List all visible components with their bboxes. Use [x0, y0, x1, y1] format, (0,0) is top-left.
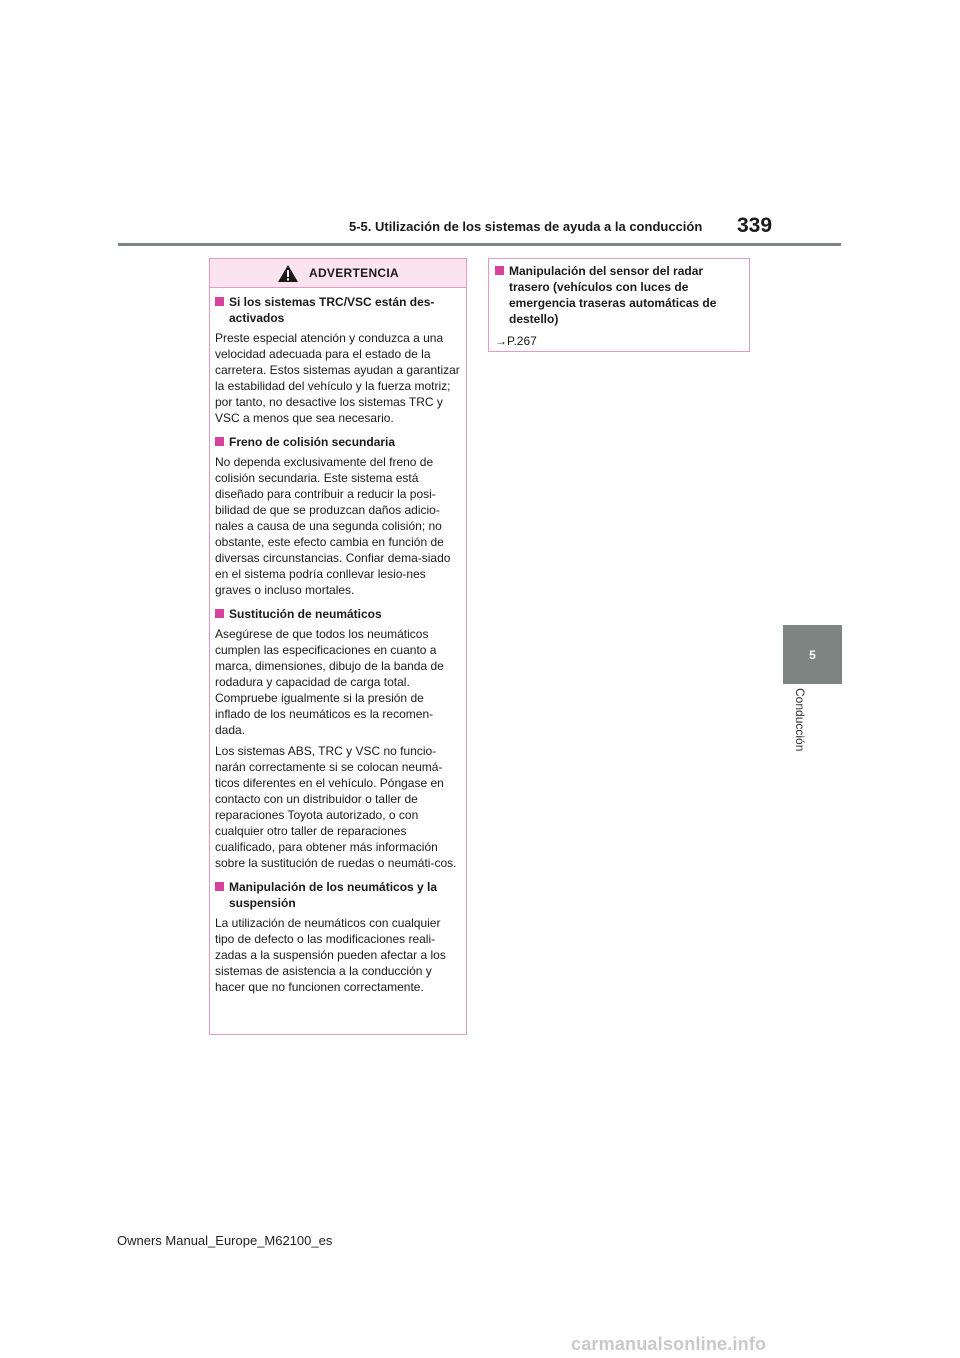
warning-section-title: [215, 294, 461, 326]
page-reference-link[interactable]: →P.267: [495, 334, 537, 348]
square-bullet-icon: [215, 882, 224, 891]
warning-triangle-icon: [277, 264, 299, 283]
section-title-text: Manipulación de los neumáticos y la suspensión: [229, 880, 438, 910]
warning-section-title: [215, 879, 461, 911]
chapter-number: 5: [809, 647, 816, 662]
square-bullet-icon: [215, 437, 224, 446]
header-section-title: 5-5. Utilización de los sistemas de ayuda a la conducción: [349, 219, 703, 234]
warning-box: [209, 258, 467, 1035]
warning-section-title: [215, 434, 461, 450]
section-title-text: Manipulación del sensor del radar trasero (vehículos con luces de emergencia traseras automáticas de destello): [509, 264, 717, 326]
chapter-tab[interactable]: [783, 625, 842, 684]
info-section-title: [495, 263, 743, 327]
warning-body: [210, 288, 466, 995]
warning-paragraph: No dependa exclusivamente del freno de colisión secundaria. Este sistema está diseñado para contribuir a reducir la posi-bilidad de que se produzcan daños adicio-nales a causa de una segunda colisión; no obstante, este efecto cambia en función de diversas circunstancias. Confiar dema-siado en el sistema podría conllevar lesio-nes graves o incluso mortales.: [215, 455, 451, 597]
warning-title: ADVERTENCIA: [309, 266, 399, 280]
warning-paragraph: Preste especial atención y conduzca a una velocidad adecuada para el estado de la carretera. Estos sistemas ayudan a garantizar la estabilidad del vehículo y la fuerza motriz; por tanto, no desactive los sistemas TRC y VSC a menos que sea necesario.: [215, 331, 460, 425]
footer-text: Owners Manual_Europe_M62100_es: [117, 1233, 333, 1248]
watermark: carmanualsonline.info: [571, 1334, 767, 1354]
warning-paragraph: La utilización de neumáticos con cualquier tipo de defecto o las modificaciones reali-zadas a la suspensión pueden afectar a los sistemas de asistencia a la conducción y hacer que no funcionen correctamente.: [215, 916, 446, 994]
section-title-text: Freno de colisión secundaria: [229, 435, 396, 449]
info-box: [488, 258, 750, 352]
warning-header: [210, 259, 466, 288]
section-title-text: Sustitución de neumáticos: [229, 607, 382, 621]
square-bullet-icon: [215, 297, 224, 306]
warning-paragraph: Los sistemas ABS, TRC y VSC no funcio-narán correctamente si se colocan neumá-ticos diferentes en el vehículo. Póngase en contacto con un distribuidor o taller de reparaciones Toyota autorizado, o con cualquier otro taller de reparaciones cualificado, para obtener más información sobre la sustitución de ruedas o neumáti-cos.: [215, 744, 457, 870]
warning-paragraph: Asegúrese de que todos los neumáticos cumplen las especificaciones en cuanto a marca, dimensiones, dibujo de la banda de rodadura y capacidad de carga total. Compruebe igualmente si la presión de inflado de los neumáticos es la recomen-dada.: [215, 627, 444, 737]
square-bullet-icon: [215, 609, 224, 618]
page-number: 339: [737, 214, 773, 237]
section-title-text: Si los sistemas TRC/VSC están des-activados: [229, 295, 435, 325]
square-bullet-icon: [495, 266, 504, 275]
header-rule: [118, 243, 841, 246]
warning-section-title: [215, 606, 461, 622]
chapter-label: Conducción: [793, 688, 807, 752]
